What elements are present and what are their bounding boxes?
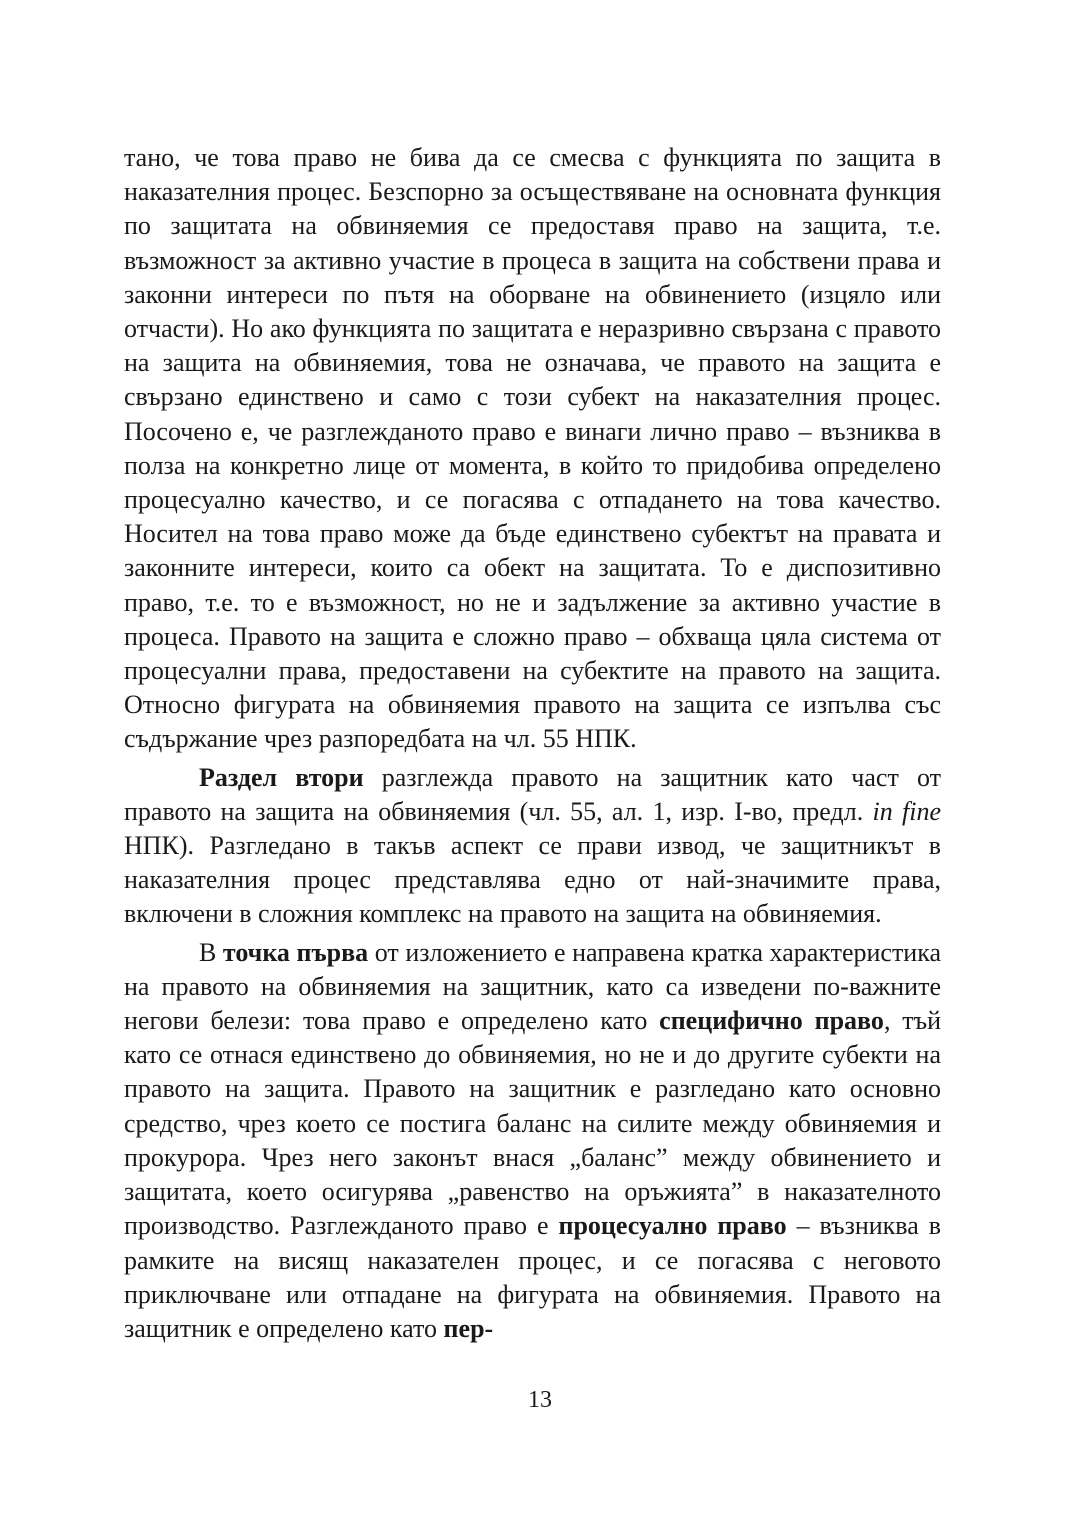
text-run: – възниква в рамките на висящ наказателен процес, и се погасява с неговото приключване или отпадане на фигурата на обвиняемия. Правото на защитник е определено като <box>124 1211 941 1343</box>
bold-text: процесуално право <box>558 1211 787 1241</box>
page-body-text <box>124 141 941 1346</box>
bold-text: специфично право <box>659 1006 884 1036</box>
bold-text: Раздел втори <box>199 762 364 792</box>
bold-text: пер- <box>443 1313 494 1343</box>
paragraph <box>124 936 941 1346</box>
text-run: от изложението е направена кратка характеристика на правото на обвиняемия на защитник, като са изведени по-важните негови белези: това право е определено като <box>124 937 941 1036</box>
text-run: В <box>199 937 223 967</box>
text-run: разглежда правото на защитник като част от правото на защита на обвиняемия (чл. 55, ал. 1, изр. I-во, предл. <box>124 762 941 826</box>
text-run: НПК). Разгледано в такъв аспект се прави извод, че защитникът в наказателния процес представлява едно от най-значимите права, включени в сложния комплекс на правото на защита на обвиняемия. <box>124 831 941 929</box>
text-run: , тъй като се отнася единствено до обвиняемия, но не и до другите субекти на правото на защита. Правото на защитник е разгледано като основно средство, чрез което се постига баланс на силите между обвиняемия и прокурора. Чрез него законът внася „баланс” между обвинението и защитата, което осигурява „равенство на оръжията” в наказателното производство. Разглежданото право е <box>124 1006 941 1241</box>
page-number: 13 <box>528 1387 552 1413</box>
paragraph <box>124 141 941 757</box>
paragraph <box>124 761 941 932</box>
text-run: тано, че това право не бива да се смесва с функцията по защита в наказателния процес. Безспорно за осъществяване на основната функция по защитата на обвиняемия се предоставя право на защита, т.е. възможност за активно участие в процеса в защита на собствени права и законни интереси по пътя на оборване на обвинението (изцяло или отчасти). Но ако функцията по защитата е неразривно свързана с правото на защита на обвиняемия, това не означава, че правото на защита е свързано единствено и само с този субект на наказателния процес. Посочено е, че разглежданото право е винаги лично право – възниква в полза на конкретно лице от момента, в който то придобива определено процесуално качество, и се погасява с отпадането на това качество. Носител на това право може да бъде единствено субектът на правата и законните интереси, които са обект на защитата. То е диспозитивно право, т.е. то е възможност, но не и задължение за активно участие в процеса. Правото на защита е сложно право – обхваща цяла система от процесуални права, предоставени на субектите на правото на защита. Относно фигурата на обвиняемия правото на защита се изпълва със съдържание чрез разпоредбата на чл. 55 НПК. <box>124 143 941 754</box>
italic-text: in fine <box>872 796 941 826</box>
bold-text: точка първа <box>222 937 369 967</box>
